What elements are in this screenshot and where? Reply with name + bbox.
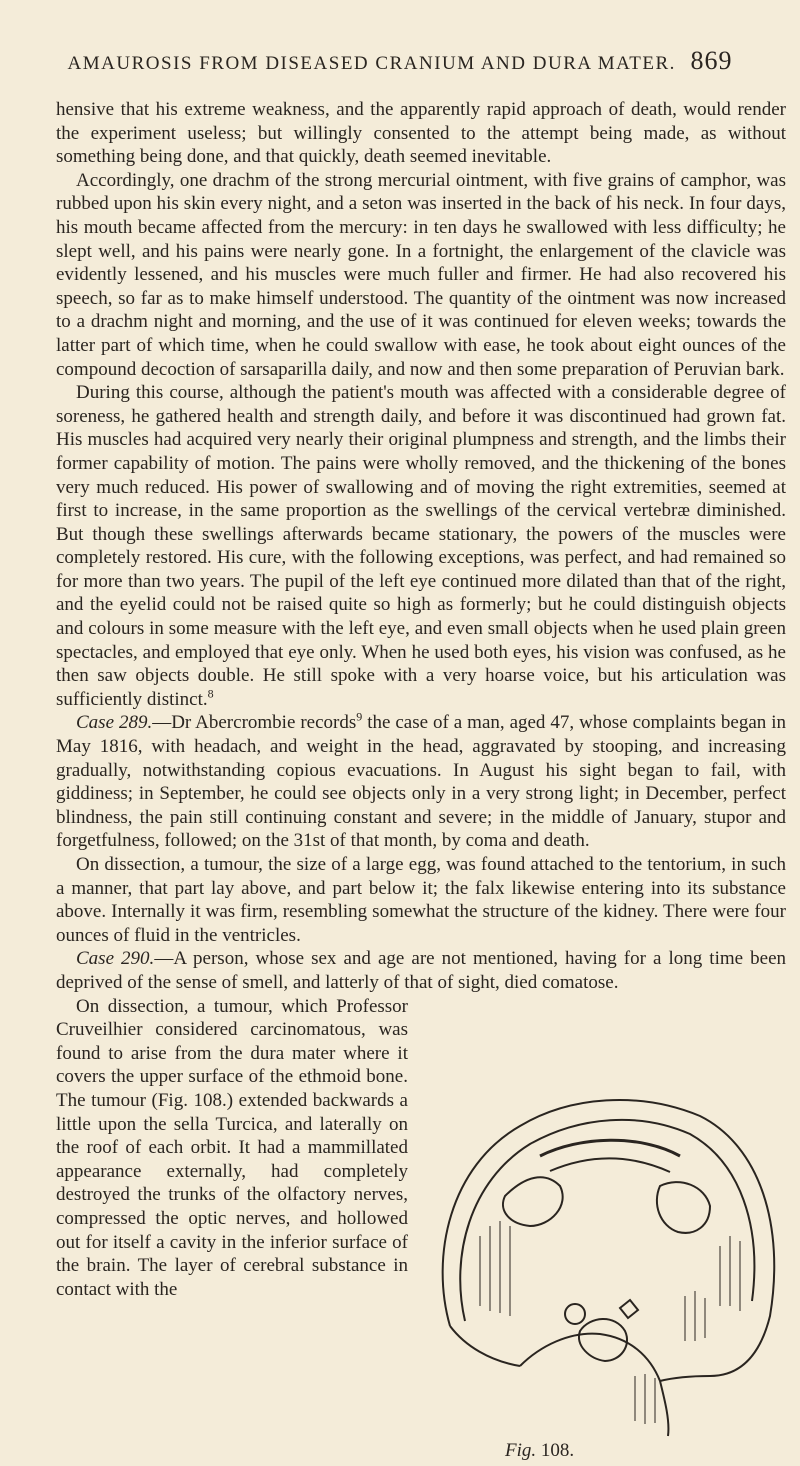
figure-caption-number: 108.	[540, 1440, 575, 1461]
case-290-label: Case 290.	[76, 948, 155, 970]
paragraph-continuation: hensive that his extreme weakness, and the apparently rapid approach of death, would render the experiment useless; but willingly consented to the attempt being made, as without something being done, and that quickly, death seemed inevitable.	[56, 99, 786, 168]
footnote-ref-8: 8	[207, 686, 214, 701]
case-289-text-a: —Dr Abercrombie records	[152, 712, 357, 734]
case-289-dissection: On dissection, a tumour, the size of a large egg, was found attached to the tentorium, in such a manner, that part lay above, and part below it; the falx likewise entering into its substance above. Internally it was firm, resembling somewhat the structure of the kidney. There were four ounces of fluid in the ventricles.	[56, 854, 786, 946]
header-title: AMAUROSIS FROM DISEASED CRANIUM AND DURA MATER.	[67, 53, 676, 74]
case-290-text: —A person, whose sex and age are not mentioned, having for a long time been deprived of the sense of smell, and latterly of that of sight, died comatose.	[56, 948, 787, 993]
case-289	[56, 711, 786, 853]
case-290-dissection-block	[56, 995, 408, 1302]
tumour-illustration	[410, 1076, 790, 1446]
page-number: 869	[690, 46, 733, 75]
paragraph-course-text: During this course, although the patient's mouth was affected with a considerable degree of soreness, he gathered health and strength daily, and before it was discontinued had grown fat. His muscles had acquired very nearly their original plumpness and strength, and the limbs their former capability of motion. The pains were wholly removed, and the thickening of the bones very much reduced. His power of swallowing and of moving the right extremities, seemed at first to increase, in the same proportion as the swellings of the cervical vertebræ diminished. But though these swellings afterwards became stationary, the powers of the muscles were completely restored. His cure, with the following exceptions, was perfect, and had remained so for more than two years. The pupil of the left eye continued more dilated than that of the right, and the eyelid could not be raised quite so high as formerly; but he could distinguish objects and colours in some measure with the left eye, and even small objects when he used plain green spectacles, and employed that eye only. When he used both eyes, his vision was confused, as he then saw objects double. He still spoke with a very hoarse voice, but his articulation was sufficiently distinct.	[56, 382, 786, 710]
paragraph-course	[56, 381, 786, 711]
running-header	[0, 46, 800, 76]
case-290	[56, 947, 786, 994]
case-289-text-b: the case of a man, aged 47, whose complaints began in May 1816, with headach, and weight in the head, aggravated by stooping, and increasing gradually, notwithstanding copious evacuations. In August his sight began to fail, with giddiness; in September, he could see objects only in a very strong light; in December, perfect blindness, the pain still continuing constant and severe; in the middle of January, stupor and forgetfulness, followed; on the 31st of that month, by coma and death.	[56, 712, 786, 852]
figure-caption-prefix: Fig.	[505, 1440, 537, 1461]
figure-caption	[505, 1440, 625, 1462]
footnote-ref-9: 9	[356, 710, 363, 725]
paragraph-treatment: Accordingly, one drachm of the strong mercurial ointment, with five grains of camphor, was rubbed upon his skin every night, and a seton was inserted in the back of his neck. In four days, his mouth became affected from the mercury: in ten days he swallowed with less difficulty; he slept well, and his pains were nearly gone. In a fortnight, the enlargement of the clavicle was evidently lessened, and his muscles were much fuller and firmer. He had also recovered his speech, so far as to make himself understood. The quantity of the ointment was now increased to a drachm night and morning, and the use of it was continued for eleven weeks; towards the latter part of which time, when he could swallow with ease, he took about eight ounces of the compound decoction of sarsaparilla daily, and now and then some preparation of Peruvian bark.	[56, 169, 786, 380]
case-289-label: Case 289.	[76, 712, 153, 734]
figure-108	[410, 1076, 790, 1466]
case-290-dissection: On dissection, a tumour, which Professor Cruveilhier considered carcinomatous, was found to arise from the dura mater where it covers the upper surface of the ethmoid bone. The tumour (Fig. 108.) extended backwards a little upon the sella Turcica, and laterally on the roof of each orbit. It had a mammillated appearance externally, had completely destroyed the trunks of the olfactory nerves, compressed the optic nerves, and hollowed out for itself a cavity in the inferior surface of the brain. The layer of cerebral substance in contact with the	[56, 995, 408, 1300]
